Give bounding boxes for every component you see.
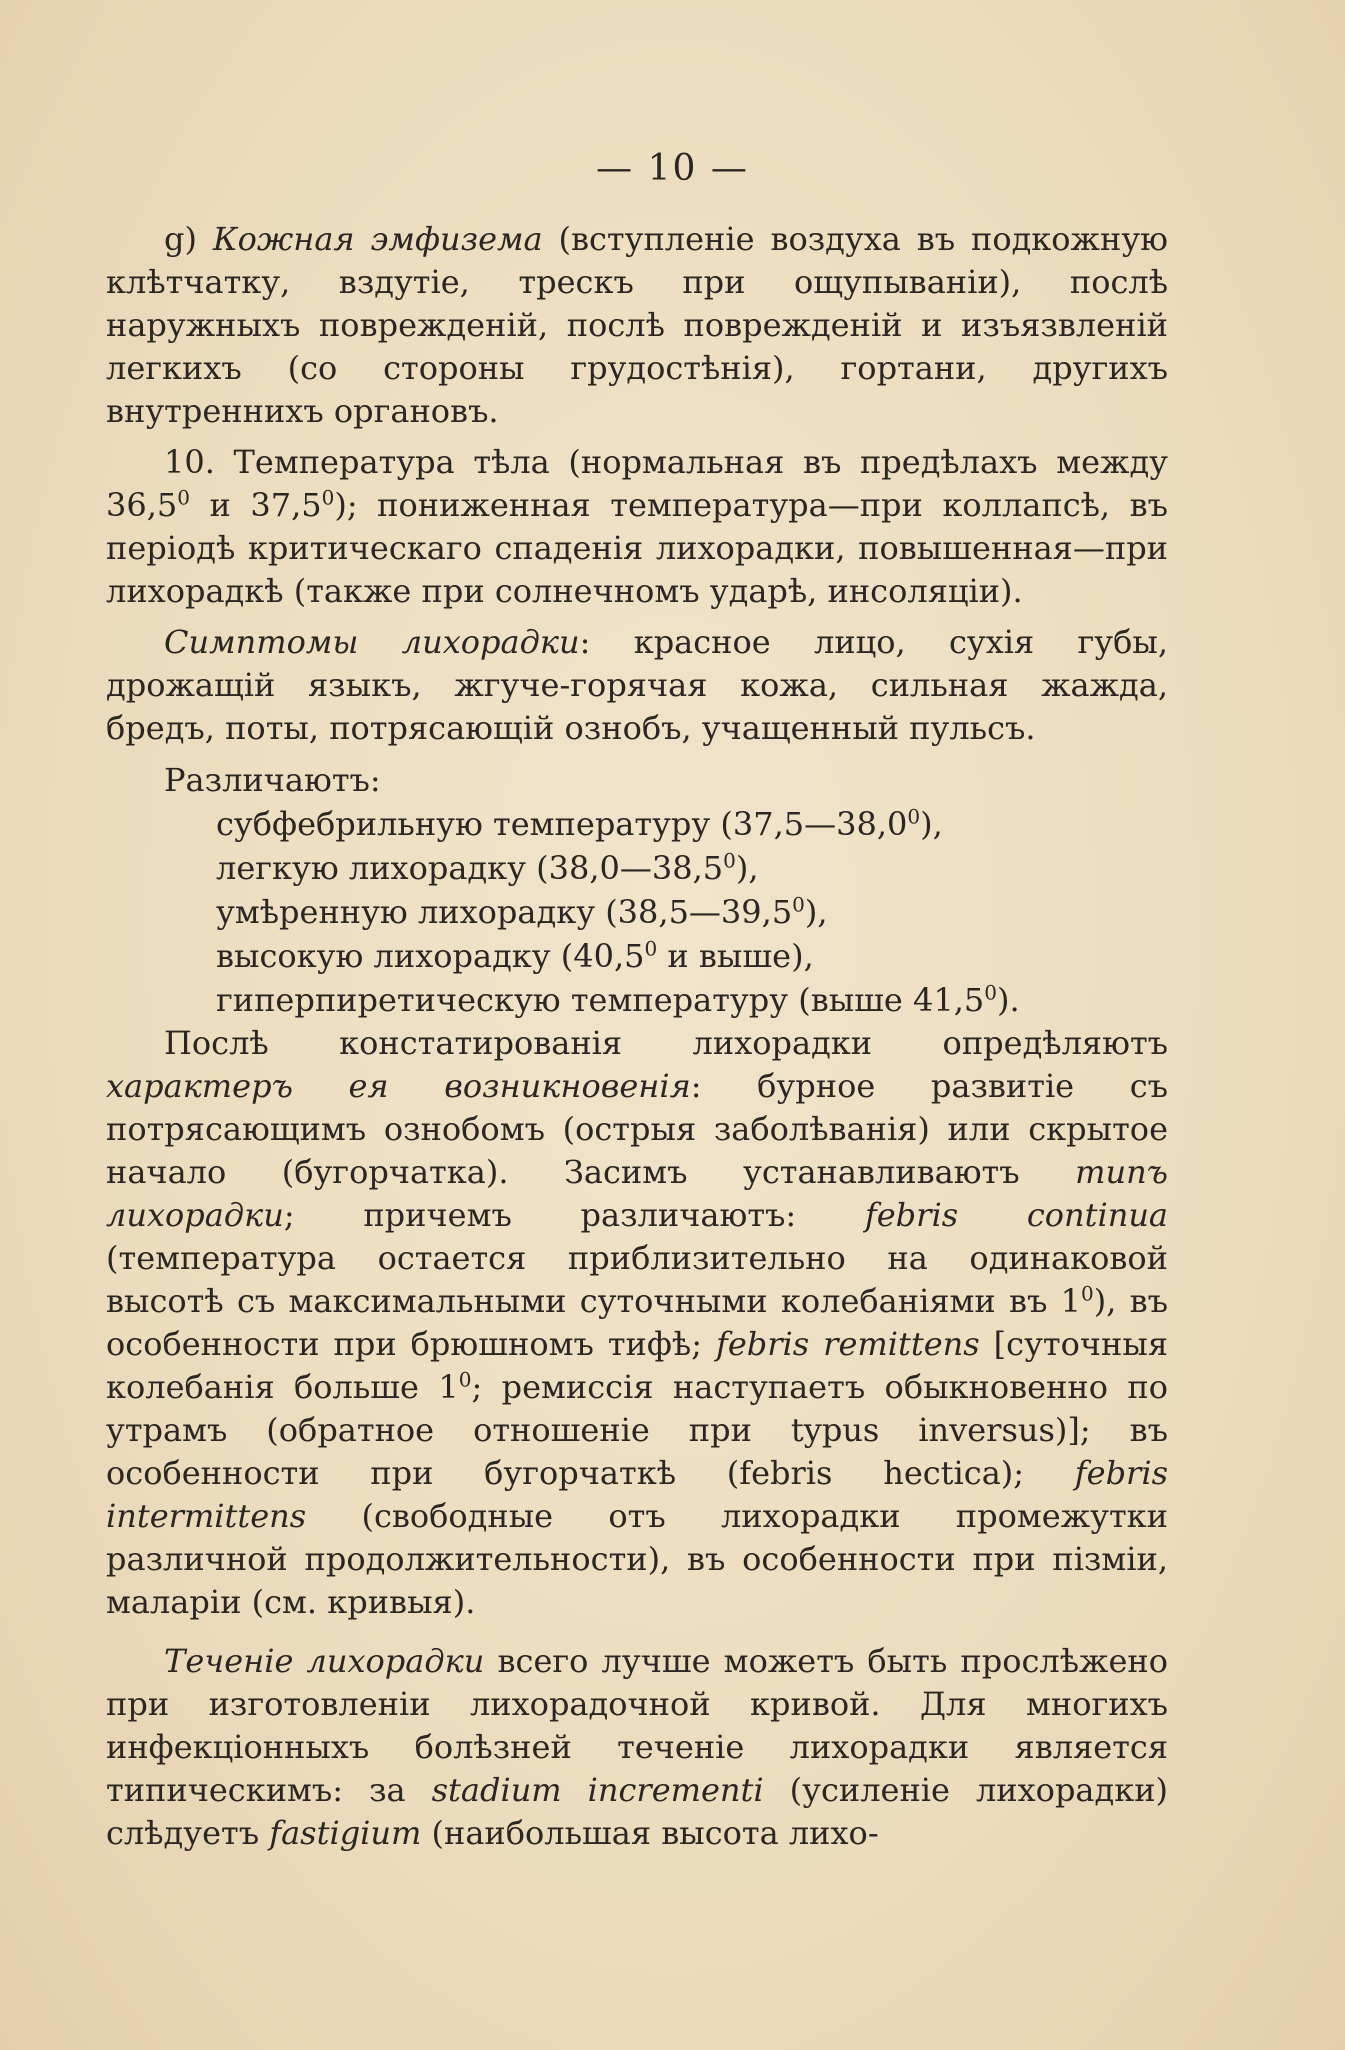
term-fastigium: fastigium [269,1814,422,1852]
term-fever-symptoms: Симптомы лихорадки [164,623,580,661]
distinguish-intro: Различаютъ: [164,761,381,799]
paragraph-body-temperature: 10. Температура тѣла (нормальная въ предѣлахъ между 36,5$^0$ и 37,5$^0$); пониженная температура—при коллапсѣ, въ періодѣ критическаго спаденія лихорадки, повышенная—при лихорадкѣ (также при солнечномъ ударѣ, инсоляціи). [106,443,1169,610]
term-stadium-incrementi: stadium incrementi [431,1771,764,1809]
page-body [106,218,1168,1855]
term-skin-emphysema: Кожная эмфизема [212,220,543,258]
list-item: легкую лихорадку (38,0—38,5$^0$), [216,848,759,887]
section-heading: 10. Температура тѣла [164,443,550,481]
list-item: высокую лихорадку (40,5$^0$ и выше), [216,936,814,975]
paragraph-fever-type: Послѣ констатированія лихорадки опредѣляютъ характеръ ея возникновенія: бурное развитіе съ потрясающимъ ознобомъ (острыя заболѣванія) или скрытое начало (бугорчатка). Засимъ устанавливаютъ типъ лихорадки; причемъ различаютъ: febris continua (температура остается приблизительно на одинаковой высотѣ съ максимальными суточными колебаніями въ $1^0$), въ особенности при брюшномъ тифѣ; febris remittens [суточныя колебанія больше $1^0$; ремиссія наступаетъ обыкновенно по утрамъ (обратное отношеніе при typus inversus)]; въ особенности при бугорчаткѣ (febris hectica); febris intermittens (свободные отъ лихорадки промежутки различной продолжительности), въ особенности при пізміи, маларіи (см. кривыя). [106,1024,1169,1621]
paragraph-text: (вступленіе воздуха въ подкожную клѣтчатку, вздутіе, трескъ при ощупываніи), послѣ наружныхъ поврежденій, послѣ поврежденій и изъязвленій легкихъ (со стороны грудостѣнія), гортани, другихъ внутреннихъ органовъ. [106,220,1168,430]
degree-sign: 0 [321,485,335,510]
degree-sign: 0 [177,485,190,510]
paragraph-skin-emphysema [106,218,1168,433]
term-febris-continua: febris continua [864,1196,1169,1234]
term-fever-type: типъ лихорадки [106,1153,1168,1234]
paragraph-fever-symptoms: Симптомы лихорадки: красное лицо, сухія губы, дрожащій языкъ, жгуче-горячая кожа, сильная жажда, бредъ, поты, потрясающій ознобъ, учащенный пульсъ. [106,623,1169,747]
list-item: умѣренную лихорадку (38,5—39,5$^0$), [216,892,828,931]
page-number: — 10 — [596,148,749,189]
term-fever-course: Теченіе лихорадки [164,1642,485,1680]
list-item: субфебрильную температуру (37,5—38,0$^0$), [216,804,943,843]
paragraph-fever-course: Теченіе лихорадки всего лучше можетъ быть прослѣжено при изготовленіи лихорадочной кривой. Для многихъ инфекціонныхъ болѣзней теченіе лихорадки является типическимъ: за stadium incrementi (усиленіе лихорадки) слѣдуетъ fastigium (наибольшая высота лихо- [106,1642,1169,1852]
term-febris-intermittens: febris intermittens [106,1454,1168,1535]
list-item: гиперпиретическую температуру (выше 41,5$^0$). [216,980,1020,1019]
term-onset-character: характеръ ея возникновенія [106,1067,691,1105]
fever-grades-list [106,802,1168,1022]
term-febris-remittens: febris remittens [715,1325,980,1363]
item-marker: g) [164,220,213,258]
